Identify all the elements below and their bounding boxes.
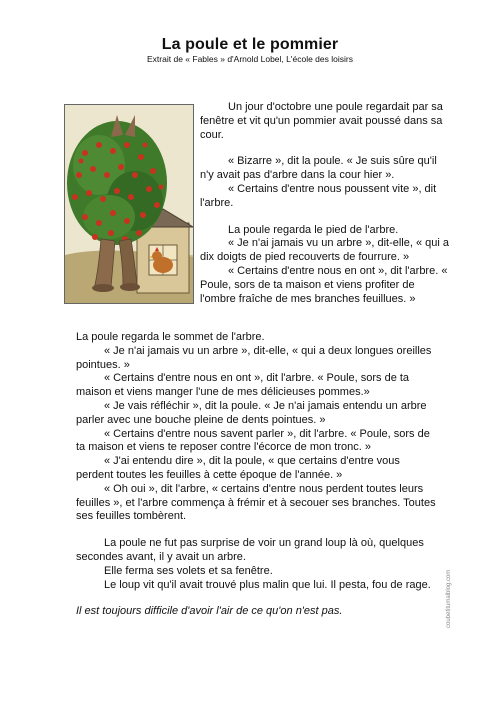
page-title: La poule et le pommier (161, 36, 339, 53)
story-paragraph: « Certains d'entre nous en ont », dit l'arbre. « Poule, sors de ta maison et viens manger l'une de mes délicieuses pommes.» (76, 372, 410, 399)
wolf-tree-hen-illustration (65, 105, 193, 303)
story-paragraph: La poule ne fut pas surprise de voir un grand loup là où, quelques secondes avant, il y avait un arbre. (76, 537, 424, 563)
story-paragraph: « Je vais réfléchir », dit la poule. « Je n'ai jamais entendu un arbre parler avec une bouche pleine de dents pointues. » (76, 399, 427, 426)
story-paragraph: « Je n'ai jamais vu un arbre », dit-elle, « qui a deux longues oreilles pointues. » (76, 344, 432, 371)
story-paragraph: « Certains d'entre nous savent parler », dit l'arbre. « Poule, sors de ta maison et viens te reposer contre l'écorce de mon tronc. » (76, 427, 430, 454)
story-paragraph: Le loup vit qu'il avait trouvé plus malin que lui. Il pesta, fou de rage. (104, 578, 431, 591)
story-paragraph: Un jour d'octobre une poule regardait par sa fenêtre et vit qu'un pommier avait poussé dans sa cour. (200, 101, 443, 141)
story-paragraph: « Je n'ai jamais vu un arbre », dit-elle, « qui a dix doigts de pied recouverts de fourrure. » (200, 237, 449, 264)
page-subtitle: Extrait de « Fables » d'Arnold Lobel, L'école des loisirs (147, 54, 353, 64)
story-paragraph: « J'ai entendu dire », dit la poule, « que certains d'entre vous perdent toutes les feuilles à cette époque de l'année. » (76, 455, 400, 481)
story-paragraph: Elle ferma ses volets et sa fenêtre. (104, 564, 273, 577)
story-paragraph: « Bizarre », dit la poule. « Je suis sûre qu'il n'y avait pas d'arbre dans la cour hier ». (200, 155, 437, 182)
story-paragraph: « Oh oui », dit l'arbre, « certains d'entre nous perdent toutes leurs feuilles », et l'arbre commença à frémir et à secouer ses branches. Toutes ses feuilles tombèrent. (76, 482, 436, 523)
story-moral: Il est toujours difficile d'avoir l'air de ce qu'on n'est pas. (76, 605, 343, 618)
story-paragraph: « Certains d'entre nous en ont », dit l'arbre. « Poule, sors de ta maison et viens profiter de l'ombre fraîche de mes branches feuillues. » (200, 264, 448, 305)
story-paragraph: « Certains d'entre nous poussent vite », dit l'arbre. (200, 182, 437, 209)
story-right-column (200, 101, 450, 306)
story-paragraph: La poule regarda le sommet de l'arbre. (76, 331, 265, 343)
story-full-width (76, 331, 438, 619)
story-paragraph: La poule regarda le pied de l'arbre. (228, 223, 399, 236)
story-illustration (64, 104, 194, 304)
watermark: coubetitumalblog.com (446, 569, 452, 628)
